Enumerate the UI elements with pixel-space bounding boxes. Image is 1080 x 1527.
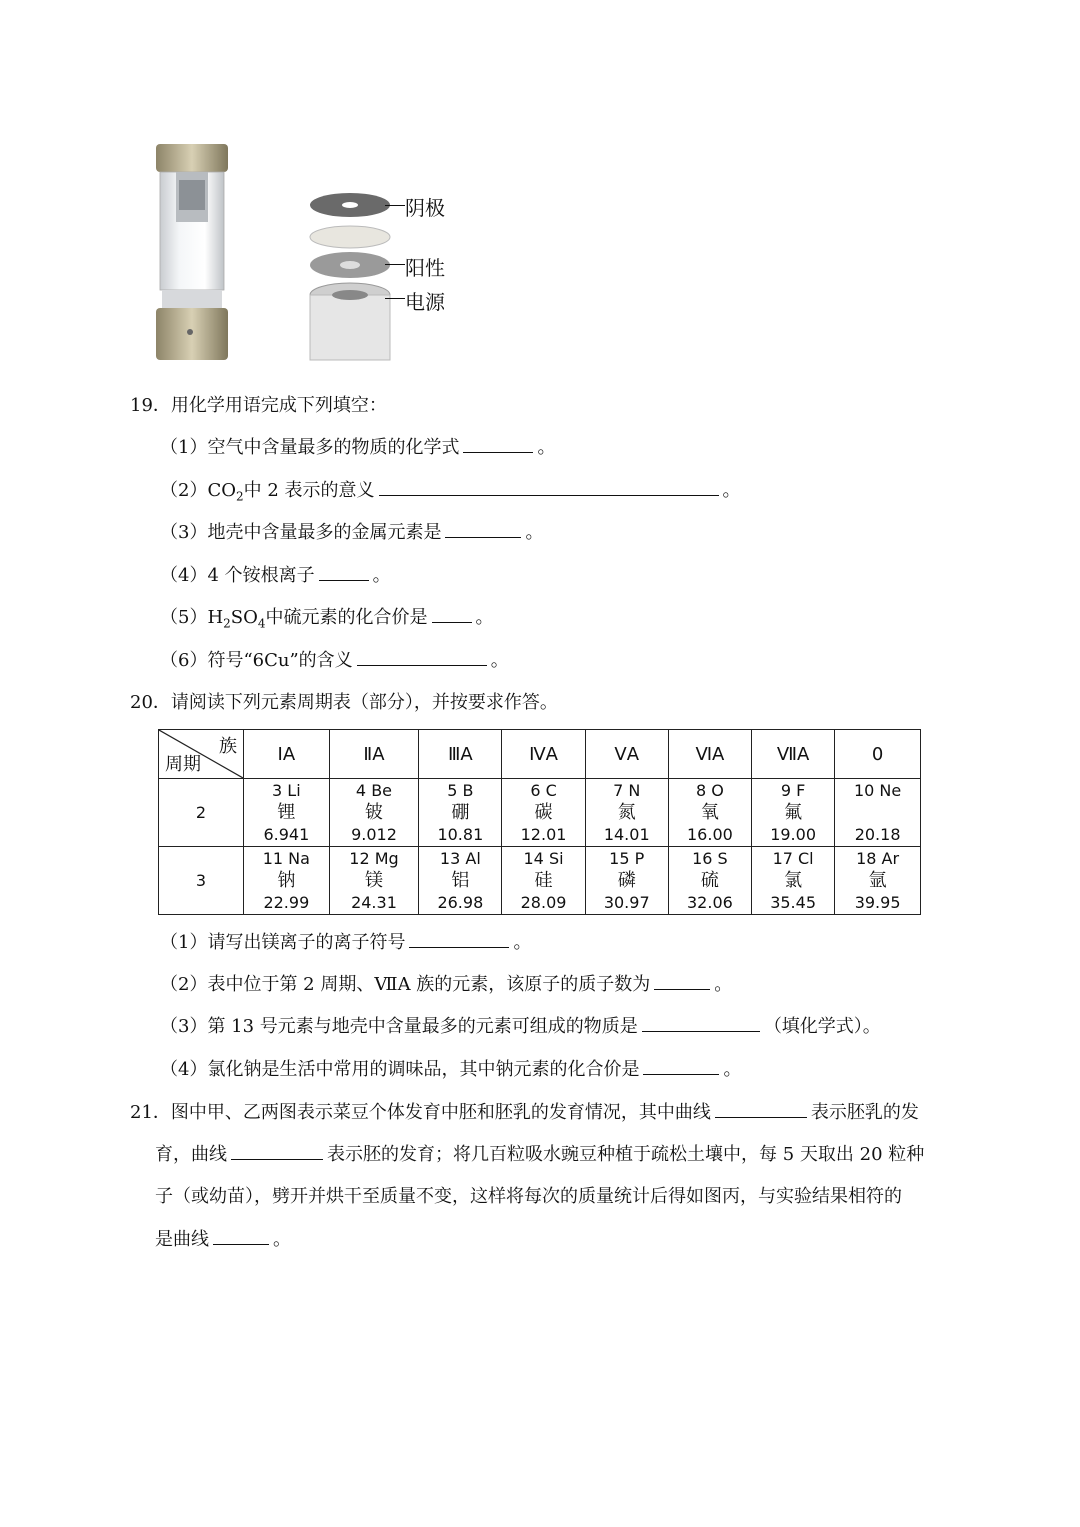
element-cell: 5 B 硼 10.81 [419, 779, 502, 847]
element-cell: 17 Cl 氯 35.45 [752, 847, 835, 915]
group-header: ⅥA [668, 730, 751, 779]
q19-item-6: （6）符号“6Cu”的含义 。 [160, 650, 509, 671]
q19-item-3: （3）地壳中含量最多的金属元素是 。 [160, 522, 544, 543]
power-leader [385, 298, 405, 299]
group-header: ⅣA [502, 730, 585, 779]
q20-title: 20．请阅读下列元素周期表（部分），并按要求作答。 [130, 692, 558, 713]
element-cell: 12 Mg 镁 24.31 [329, 847, 419, 915]
period-cell: 3 [159, 847, 244, 915]
q20-item-3: （3）第 13 号元素与地壳中含量最多的元素可组成的物质是 （填化学式）。 [160, 1016, 881, 1037]
label-cathode: 阴极 [405, 196, 445, 220]
cup-figure [150, 140, 235, 366]
element-cell: 3 Li 锂 6.941 [244, 779, 330, 847]
table-row [159, 847, 921, 915]
group-header: ⅤA [585, 730, 668, 779]
cathode-leader [385, 205, 405, 206]
element-cell: 13 Al 铝 26.98 [419, 847, 502, 915]
corner-period-label: 周期 [165, 754, 201, 775]
corner-group-label: 族 [219, 736, 237, 757]
table-corner [159, 730, 244, 779]
q21-line-2: 育，曲线 表示胚的发育；将几百粒吸水豌豆种植于疏松土壤中，每 5 天取出 20 粒种 [155, 1144, 925, 1165]
q20-item-2: （2）表中位于第 2 周期、ⅦA 族的元素，该原子的质子数为 。 [160, 974, 733, 995]
group-header: 0 [835, 730, 921, 779]
q20-item-4: （4）氯化钠是生活中常用的调味品，其中钠元素的化合价是 。 [160, 1059, 742, 1080]
q19-title: 19．用化学用语完成下列填空： [130, 395, 387, 416]
group-header: ⅦA [752, 730, 835, 779]
element-cell: 11 Na 钠 22.99 [244, 847, 330, 915]
anode-leader [385, 264, 405, 265]
element-cell: 9 F 氟 19.00 [752, 779, 835, 847]
element-cell: 8 O 氧 16.00 [668, 779, 751, 847]
table-row [159, 779, 921, 847]
element-cell: 16 S 硫 32.06 [668, 847, 751, 915]
element-cell: 7 N 氮 14.01 [585, 779, 668, 847]
label-anode: 阳性 [405, 256, 445, 280]
element-cell: 10 Ne 20.18 [835, 779, 921, 847]
q19-item-1: （1）空气中含量最多的物质的化学式 。 [160, 437, 556, 458]
q19-item-4: （4）4 个铵根离子 。 [160, 565, 391, 586]
q21-line-4: 是曲线 。 [155, 1229, 291, 1250]
q20-item-1: （1）请写出镁离子的离子符号 。 [160, 932, 532, 953]
q19-item-5: $(5)H_2SO_4$中硫元素的化合价是 。 [160, 607, 494, 631]
group-header: ⅡA [329, 730, 419, 779]
group-header: ⅠA [244, 730, 330, 779]
q19-item-2: $(2)CO_2$中 2 表示的意义 。 [160, 480, 741, 504]
element-cell: 15 P 磷 30.97 [585, 847, 668, 915]
period-cell: 2 [159, 779, 244, 847]
periodic-table [158, 729, 921, 915]
group-header: ⅢA [419, 730, 502, 779]
electrode-figure [300, 185, 400, 370]
element-cell: 18 Ar 氩 39.95 [835, 847, 921, 915]
element-cell: 14 Si 硅 28.09 [502, 847, 585, 915]
element-cell: 4 Be 铍 9.012 [329, 779, 419, 847]
q21-line-1: 21．图中甲、乙两图表示菜豆个体发育中胚和胚乳的发育情况，其中曲线 表示胚乳的发 [130, 1102, 919, 1123]
q21-line-3: 子（或幼苗），劈开并烘干至质量不变，这样将每次的质量统计后得如图丙，与实验结果相符的 [155, 1186, 902, 1207]
element-cell: 6 C 碳 12.01 [502, 779, 585, 847]
label-power: 电源 [405, 290, 445, 314]
